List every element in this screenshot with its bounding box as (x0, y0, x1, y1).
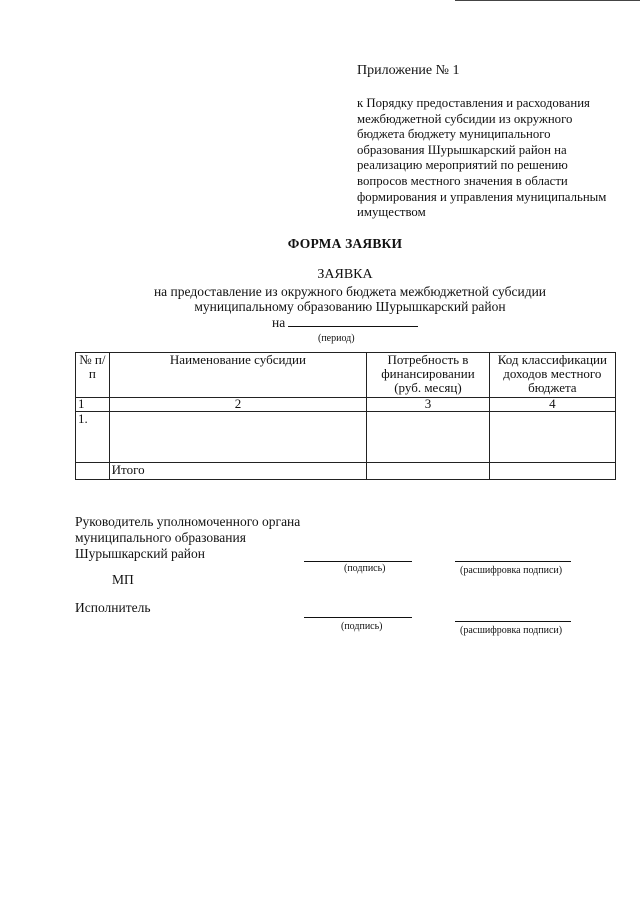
total-financing-cell (367, 463, 490, 480)
head-decoding-caption: (расшифровка подписи) (460, 565, 563, 576)
top-edge-rule (455, 0, 640, 1)
total-number-cell (76, 463, 110, 480)
total-code-cell (489, 463, 615, 480)
request-title: ЗАЯВКА (317, 267, 373, 282)
head-signature-line (304, 561, 412, 562)
performer-decoding-caption: (расшифровка подписи) (460, 625, 563, 636)
table-total-row (76, 463, 616, 480)
total-label: Итого (109, 463, 367, 480)
form-title: ФОРМА ЗАЯВКИ (287, 236, 403, 251)
request-table (75, 352, 616, 480)
column-number-3: 3 (367, 398, 490, 412)
performer-signature-caption: (подпись) (341, 621, 383, 632)
period-line (272, 314, 418, 331)
period-hint: (период) (318, 333, 355, 344)
row-financing-cell (367, 412, 490, 463)
column-number-4: 4 (489, 398, 615, 412)
header-number: № п/п (76, 353, 110, 398)
period-blank-field (288, 314, 418, 327)
head-signatory-text: Руководитель уполномоченного органа муниципального образования Шурышкарский район (75, 514, 301, 561)
row-subsidy-cell (109, 412, 367, 463)
performer-decoding-line (455, 621, 571, 622)
period-prefix: на (272, 315, 286, 330)
appendix-text: к Порядку предоставления и расходования межбюджетной субсидии из окружного бюджета бюджету муниципального образования Шурышкарский район на реализацию мероприятий по решению вопросов местного значения в области формирования и управления муниципальным имуществом (357, 96, 607, 220)
header-financing-need: Потребность в финансировании (руб. месяц) (367, 353, 490, 398)
performer-signature-line (304, 617, 412, 618)
appendix-title: Приложение № 1 (357, 63, 460, 78)
column-number-2: 2 (109, 398, 367, 412)
performer-label: Исполнитель (75, 600, 151, 615)
header-subsidy-name: Наименование субсидии (109, 353, 367, 398)
request-subtitle-line-1: на предоставление из окружного бюджета межбюджетной субсидии (153, 284, 547, 299)
row-code-cell (489, 412, 615, 463)
head-signature-caption: (подпись) (344, 563, 386, 574)
stamp-place-label: МП (112, 572, 134, 587)
request-subtitle-line-2: муниципальному образованию Шурышкарский район (194, 299, 506, 314)
table-row (76, 412, 616, 463)
header-classification-code: Код классификации доходов местного бюджета (489, 353, 615, 398)
table-column-numbers-row (76, 398, 616, 412)
table-header-row (76, 353, 616, 398)
row-number-cell: 1. (76, 412, 110, 463)
head-decoding-line (455, 561, 571, 562)
column-number-1: 1 (76, 398, 110, 412)
